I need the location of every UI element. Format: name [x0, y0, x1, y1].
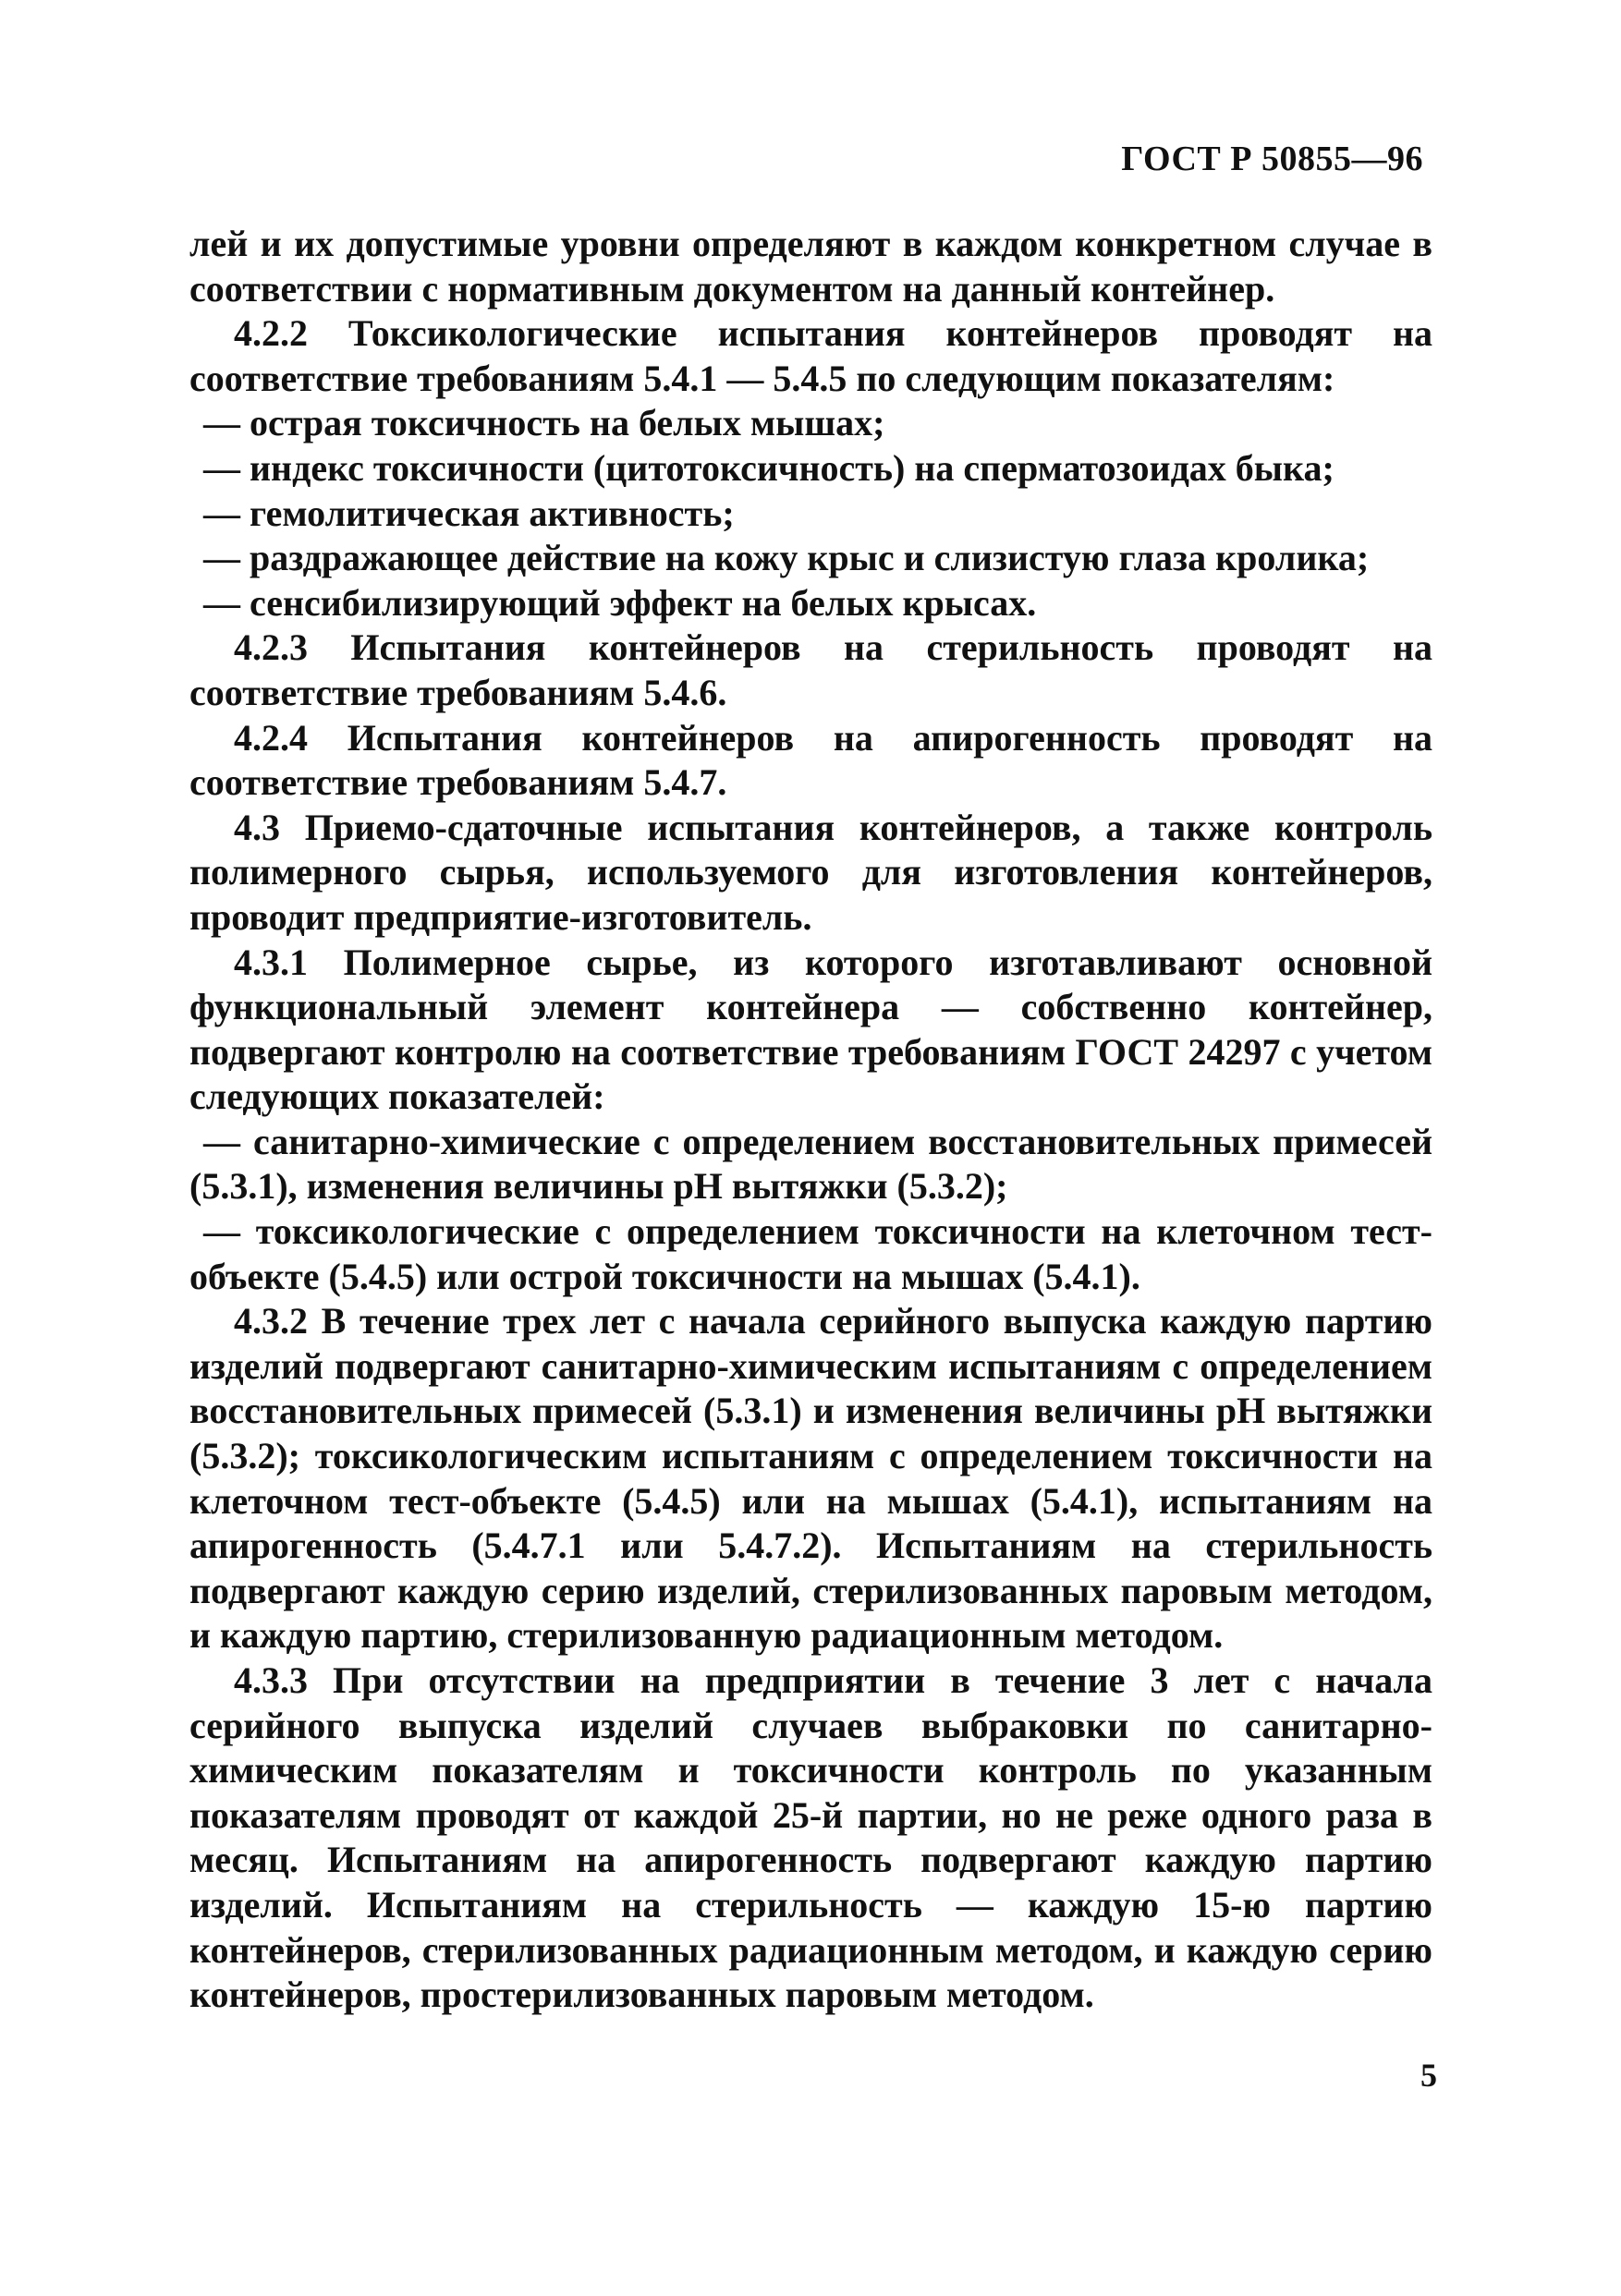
paragraph-4-3-2: 4.3.2 В течение трех лет с начала серийного выпуска каждую партию изделий подвергают санитарно-химическим испытаниям с определением восстановительных примесей (5.3.1) и изменения величины pH вытяжки (5.3.2); токсикологическим испытаниям с определением токсичности на клеточном тест-объекте (5.4.5) или на мышах (5.4.1), испытаниям на апирогенность (5.4.7.1 или 5.4.7.2). Испытаниям на стерильность подвергают каждую серию изделий, стерилизованных паровым методом, и каждую партию, стерилизованную радиационным методом. — [189, 1300, 1432, 1657]
page-number: 5 — [1420, 2057, 1437, 2094]
list-item: — сенсибилизирующий эффект на белых крысах. — [203, 581, 1037, 624]
list-item: — раздражающее действие на кожу крыс и слизистую глаза кролика; — [203, 537, 1370, 579]
paragraph-4-3-1: 4.3.1 Полимерное сырье, из которого изготавливают основной функциональный элемент контейнера — собственно контейнер, подвергают контролю на соответствие требованиям ГОСТ 24297 с учетом следующих показателей: — [189, 941, 1432, 1118]
list-item: — индекс токсичности (цитотоксичность) на сперматозоидах быка; — [203, 446, 1335, 489]
standard-header: ГОСТ Р 50855—96 — [1121, 140, 1423, 178]
paragraph-4-2-3: 4.2.3 Испытания контейнеров на стерильность проводят на соответствие требованиям 5.4.6. — [189, 626, 1432, 713]
list-item: — гемолитическая активность; — [203, 492, 735, 534]
list-item: — токсикологические с определением токсичности на клеточном тест-объекте (5.4.5) или острой токсичности на мышах (5.4.1). — [189, 1210, 1432, 1297]
body-text — [189, 222, 1432, 2018]
paragraph-4-2-4: 4.2.4 Испытания контейнеров на апирогенность проводят на соответствие требованиям 5.4.7. — [189, 716, 1432, 804]
list-item: — острая токсичность на белых мышах; — [203, 402, 885, 444]
paragraph-4-3: 4.3 Приемо-сдаточные испытания контейнеров, а также контроль полимерного сырья, используемого для изготовления контейнеров, проводит предприятие-изготовитель. — [189, 806, 1432, 938]
paragraph-4-2-2: 4.2.2 Токсикологические испытания контейнеров проводят на соответствие требованиям 5.4.1 — 5.4.5 по следующим показателям: — [189, 312, 1432, 399]
paragraph-continuation: лей и их допустимые уровни определяют в каждом конкретном случае в соответствии с нормативным документом на данный контейнер. — [189, 223, 1432, 310]
paragraph-4-3-3: 4.3.3 При отсутствии на предприятии в течение 3 лет с начала серийного выпуска изделий случаев выбраковки по санитарно-химическим показателям и токсичности контроль по указанным показателям проводят от каждой 25-й партии, но не реже одного раза в месяц. Испытаниям на апирогенность подвергают каждую партию изделий. Испытаниям на стерильность — каждую 15-ю партию контейнеров, стерилизованных радиационным методом, и каждую серию контейнеров, простерилизованных паровым методом. — [189, 1659, 1432, 2016]
list-item: — санитарно-химические с определением восстановительных примесей (5.3.1), изменения величины pH вытяжки (5.3.2); — [189, 1120, 1432, 1208]
